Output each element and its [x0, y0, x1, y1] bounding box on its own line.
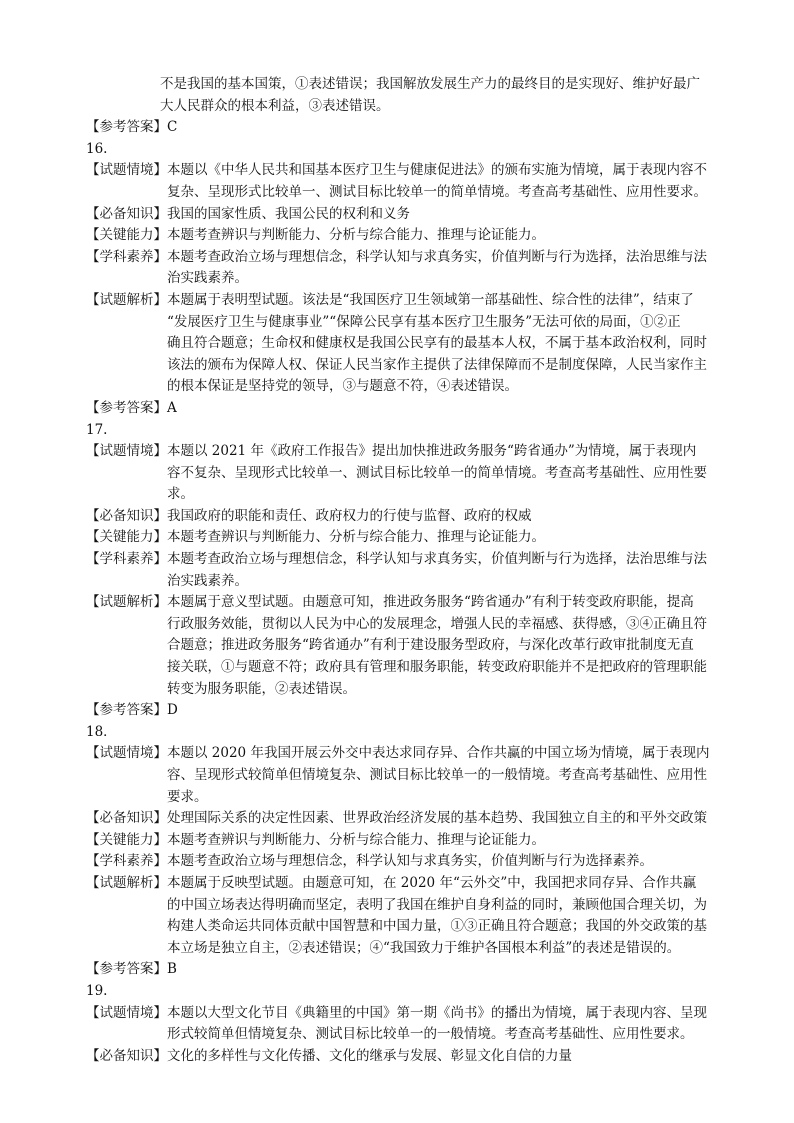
text-line: 我国政府的职能和责任、政府权力的行使与监督、政府的权威: [167, 507, 532, 524]
question-number: 19.: [86, 982, 108, 999]
section-label: 【试题情境】: [86, 162, 167, 179]
text-line: 本题考查政治立场与理想信念，科学认知与求真务实，价值判断与行为选择，法治思维与法: [167, 248, 707, 265]
section-text: [167, 830, 726, 852]
section-label: 【试题情境】: [86, 745, 167, 762]
section-ability: [86, 527, 726, 549]
section-label: 【学科素养】: [86, 853, 167, 870]
text-line: 确且符合题意；生命权和健康权是我国公民享有的最基本人权，不属于基本政治权利，同时: [167, 335, 707, 352]
section-knowledge: [86, 506, 726, 528]
section-text: [167, 160, 726, 203]
text-line: 求。: [167, 486, 194, 503]
text-line: 形式较简单但情境复杂、测试目标比较单一的一般情境。考查高考基础性、应用性要求。: [167, 1026, 694, 1043]
text-line: 行政服务效能，贯彻以人民为中心的发展理念，增强人民的幸福感、获得感，③④正确且符: [167, 615, 707, 632]
section-text: [167, 743, 726, 808]
question-number: 17.: [86, 421, 108, 438]
text-line: 该法的颁布为保障人权、保证人民当家作主提供了法律保障而不是制度保障，人民当家作主: [167, 356, 707, 373]
text-line: 的中国立场表达得明确而坚定，表明了我国在维护自身利益的同时，兼顾他国合理关切，为: [167, 896, 707, 913]
text-line: 治实践素养。: [167, 572, 248, 589]
section-analysis: [86, 592, 726, 700]
answer-line: [86, 959, 726, 981]
section-knowledge: [86, 808, 726, 830]
section-label: 【必备知识】: [86, 205, 167, 222]
section-ability: [86, 225, 726, 247]
section-scenario: [86, 160, 726, 203]
answer-line: [86, 700, 726, 722]
text-line: 本题以《中华人民共和国基本医疗卫生与健康促进法》的颁布实施为情境，属于表现内容不: [167, 162, 707, 179]
section-label: 【必备知识】: [86, 1047, 167, 1064]
section-text: [167, 506, 726, 528]
section-text: [167, 225, 726, 247]
text-line: 合题意；推进政务服务“跨省通办”有利于建设服务型政府，与深化改革行政审批制度无直: [167, 637, 694, 654]
section-text: [167, 204, 726, 226]
section-label: 【关键能力】: [86, 831, 167, 848]
section-label: 【试题解析】: [86, 874, 167, 891]
section-label: 【必备知识】: [86, 507, 167, 524]
section-label: 【试题情境】: [86, 1004, 167, 1021]
section-knowledge: [86, 204, 726, 226]
answer-value: C: [167, 119, 178, 136]
text-line: 本立场是独立自主，②表述错误；④“我国致力于维护各国根本利益”的表述是错误的。: [167, 939, 681, 956]
text-line: 本题以 2021 年《政府工作报告》提出加快推进政务服务“跨省通办”为情境，属于表现内: [167, 443, 697, 460]
text-line: 构建人类命运共同体贡献中国智慧和中国力量，①③正确且符合题意；我国的外交政策的基: [167, 918, 707, 935]
section-text: [167, 808, 726, 830]
section-label: 【试题解析】: [86, 291, 167, 308]
text-line: 复杂、呈现形式比较单一、测试目标比较单一的简单情境。考查高考基础性、应用性要求。: [167, 183, 707, 200]
text-line: 本题考查辨识与判断能力、分析与综合能力、推理与论证能力。: [167, 227, 545, 244]
section-text: [167, 290, 726, 398]
text-line: 我国的国家性质、我国公民的权利和义务: [167, 205, 410, 222]
text-line: 的根本保证是坚持党的领导，③与题意不符，④表述错误。: [167, 378, 518, 395]
answer-line: [86, 117, 726, 139]
text-line: 转变为服务职能，②表述错误。: [167, 680, 356, 697]
answer-label: 【参考答案】: [86, 399, 167, 416]
section-text: [167, 247, 726, 290]
section-literacy: [86, 851, 726, 873]
text-line: 本题属于表明型试题。该法是“我国医疗卫生领域第一部基础性、综合性的法律”，结束了: [167, 291, 694, 308]
text-line: 本题属于反映型试题。由题意可知，在 2020 年“云外交”中，我国把求同存异、合作共赢: [167, 874, 697, 891]
text-line: 接关联，①与题意不符；政府具有管理和服务职能，转变政府职能并不是把政府的管理职能: [167, 659, 707, 676]
section-label: 【关键能力】: [86, 227, 167, 244]
section-literacy: [86, 549, 726, 592]
section-knowledge: [86, 1046, 726, 1068]
answer-value: D: [167, 702, 178, 719]
question-number: 18．: [86, 723, 117, 740]
document-page: [86, 74, 726, 1067]
section-text: [167, 1003, 726, 1046]
section-label: 【必备知识】: [86, 810, 167, 827]
text-line: 容不复杂、呈现形式比较单一、测试目标比较单一的简单情境。考查高考基础性、应用性要: [167, 464, 707, 481]
text-line: 本题考查政治立场与理想信念，科学认知与求真务实，价值判断与行为选择，法治思维与法: [167, 551, 707, 568]
text-line: 本题考查辨识与判断能力、分析与综合能力、推理与论证能力。: [167, 529, 545, 546]
section-scenario: [86, 1003, 726, 1046]
text-line: 不是我国的基本国策，①表述错误；我国解放发展生产力的最终目的是实现好、维护好最广: [160, 76, 700, 92]
section-text: [167, 441, 726, 506]
section-literacy: [86, 247, 726, 290]
text-line: 大人民群众的根本利益，③表述错误。: [160, 97, 390, 114]
text-line: 本题以大型文化节目《典籍里的中国》第一期《尚书》的播出为情境，属于表现内容、呈现: [167, 1004, 707, 1021]
section-label: 【关键能力】: [86, 529, 167, 546]
section-label: 【学科素养】: [86, 248, 167, 265]
text-line: 容、呈现形式较简单但情境复杂、测试目标比较单一的一般情境。考查高考基础性、应用性: [167, 767, 707, 783]
section-text: [167, 549, 726, 592]
intro-text: [160, 74, 726, 117]
section-label: 【试题情境】: [86, 443, 167, 460]
section-label: 【试题解析】: [86, 594, 167, 611]
section-analysis: [86, 873, 726, 959]
section-label: 【学科素养】: [86, 551, 167, 568]
section-scenario: [86, 743, 726, 808]
text-line: 本题考查政治立场与理想信念，科学认知与求真务实，价值判断与行为选择素养。: [167, 853, 653, 870]
answer-value: B: [167, 961, 177, 978]
section-ability: [86, 830, 726, 852]
section-text: [167, 1046, 726, 1068]
section-text: [167, 592, 726, 700]
text-line: 本题属于意义型试题。由题意可知，推进政务服务“跨省通办”有利于转变政府职能，提高: [167, 594, 694, 611]
text-line: 本题以 2020 年我国开展云外交中表达求同存异、合作共赢的中国立场为情境，属于表现内: [167, 745, 710, 762]
text-line: 文化的多样性与文化传播、文化的继承与发展、彰显文化自信的力量: [167, 1047, 572, 1064]
text-line: 治实践素养。: [167, 270, 248, 287]
answer-label: 【参考答案】: [86, 702, 167, 719]
section-text: [167, 851, 726, 873]
text-line: 处理国际关系的决定性因素、世界政治经济发展的基本趋势、我国独立自主的和平外交政策: [167, 810, 707, 827]
text-line: 要求。: [167, 788, 208, 805]
text-line: 本题考查辨识与判断能力、分析与综合能力、推理与论证能力。: [167, 831, 545, 848]
text-line: “发展医疗卫生与健康事业”“保障公民享有基本医疗卫生服务”无法可依的局面，①②正: [167, 313, 681, 330]
answer-value: A: [167, 399, 177, 416]
answer-line: [86, 398, 726, 420]
answer-label: 【参考答案】: [86, 119, 167, 136]
question-number: 16.: [86, 140, 108, 157]
answer-label: 【参考答案】: [86, 961, 167, 978]
section-scenario: [86, 441, 726, 506]
section-text: [167, 527, 726, 549]
section-text: [167, 873, 726, 959]
section-analysis: [86, 290, 726, 398]
